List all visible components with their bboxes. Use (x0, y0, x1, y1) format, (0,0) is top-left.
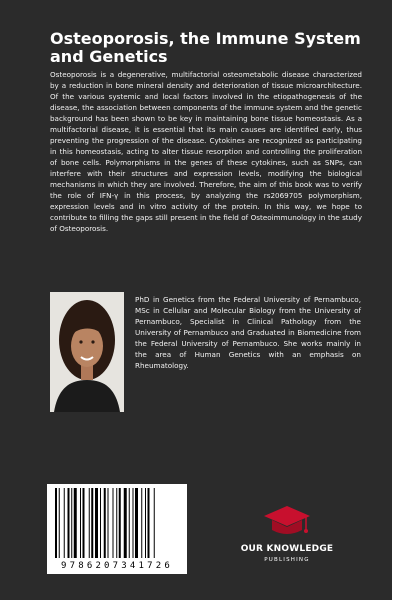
graduation-cap-icon (232, 500, 342, 544)
publisher-name: OUR KNOWLEDGE (240, 544, 334, 554)
isbn-barcode (47, 484, 187, 574)
author-bio: PhD in Genetics from the Federal University of Pernambuco, MSc in Cellular and Molecular Biology from the University of Pernambuco, Specialist in Clinical Pathology from the University of Pernambuco and Graduated in Biomedicine from the Federal University of Pernambuco. She works mainly in the area of Human Genetics with an emphasis on Rheumatology. (135, 295, 361, 370)
book-title: Osteoporosis, the Immune System and Genetics (50, 29, 361, 66)
isbn-number: 9786207341726 (60, 561, 174, 571)
book-description: Osteoporosis is a degenerative, multifactorial osteometabolic disease characterized by a reduction in bone mineral density and deterioration of tissue microarchitecture. Of the various systemic and local factors involved in the etiopathogenesis of the disease, the association between components of the immune system and the genetic background has been shown to be key in maintaining bone tissue homeostasis. As a multifactorial disease, it is essential that its main causes are identified early, thus preventing the progression of the disease. Cytokines are recognized as participating in this homeostasis, acting to alter tissue resorption and controlling the proliferation of bone cells. Polymorphisms in the genes of these cytokines, such as SNPs, can interfere with their structures and expression levels, modifying the biological mechanisms in which they are involved. Therefore, the aim of this book was to verify the role of IFN-γ in this process, by analyzing the rs2069705 polymorphism, expression levels and in vitro activity of the protein. In this way, we hope to contribute to filling the gaps still present in the field of Osteoimmunology in the study of Osteoporosis. (50, 70, 362, 233)
page-edge (392, 0, 400, 600)
publisher-logo (232, 500, 342, 572)
publisher-subtitle: PUBLISHING (264, 557, 310, 563)
author-photo (50, 292, 124, 412)
